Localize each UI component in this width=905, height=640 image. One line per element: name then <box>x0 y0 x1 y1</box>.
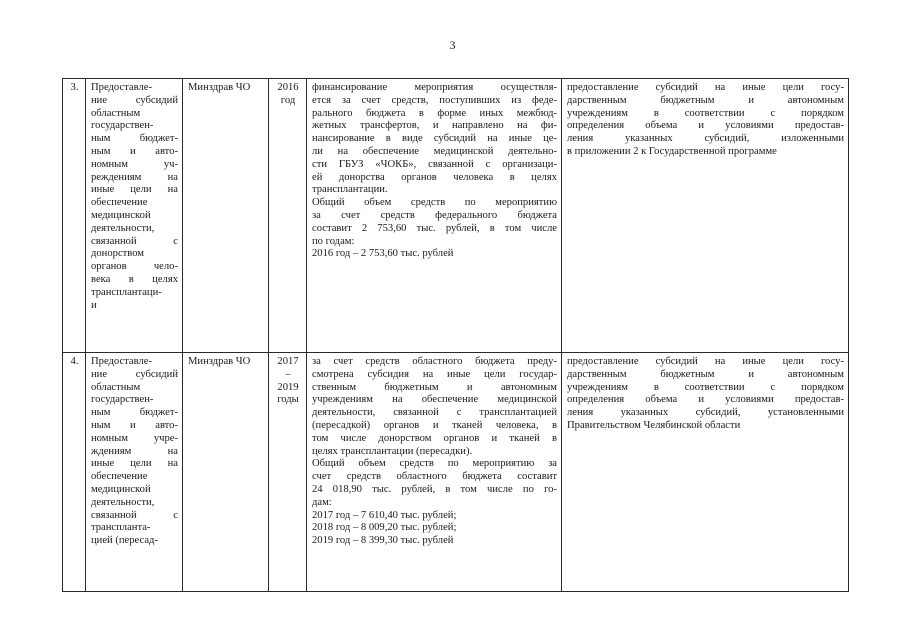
responsible-org-cell: Минздрав ЧО <box>183 79 269 353</box>
text-line: счет средств областного бюджета составит <box>312 471 557 483</box>
text-line: ние субсидий <box>91 94 178 106</box>
text-line: нансирование в виде субсидий на иные це- <box>312 133 557 145</box>
text-line: иные цели на <box>91 184 178 196</box>
table-row <box>63 79 849 353</box>
text-line: Общий объем средств по мероприятию <box>312 197 557 209</box>
measures-table <box>62 78 849 592</box>
funding-description-cell <box>307 353 562 592</box>
text-line: государствен- <box>91 394 154 406</box>
funding-description-cell <box>307 79 562 353</box>
legal-basis-cell <box>562 79 849 353</box>
text-line: ей донорства органов человека в целях <box>312 171 557 183</box>
text-line: номным уч- <box>91 158 178 170</box>
text-line: цией (пересад- <box>91 535 158 547</box>
text-line: Правительством Челябинской области <box>567 419 741 431</box>
text-line: ственным бюджетным и автономным <box>312 381 557 393</box>
table-row <box>63 353 849 592</box>
text-line: трансплантаци- <box>91 286 162 298</box>
text-line: в приложении 2 к Государственной программе <box>567 145 777 157</box>
text-line: определения объема и условиями предостав- <box>567 394 844 406</box>
text-line: целях трансплантации (пересадки). <box>312 445 473 457</box>
text-line: деятельности, связанной с трансплантацией <box>312 407 557 419</box>
text-line: дам: <box>312 496 332 508</box>
text-line: Общий объем средств по мероприятию за <box>312 458 557 470</box>
measure-name-cell <box>86 79 183 353</box>
text-line: ли на обеспечение медицинской деятельно- <box>312 145 557 157</box>
text-line: учреждениям в соответствии с порядком <box>567 107 844 119</box>
text-line: деятельности, <box>91 496 155 508</box>
text-line: ние субсидий <box>91 368 178 380</box>
text-line: ждениям на <box>91 445 178 457</box>
row-number-cell: 3. <box>63 79 86 353</box>
period-cell: 2017 – 2019 годы <box>269 353 307 592</box>
legal-basis-cell <box>562 353 849 592</box>
period-cell: 2016 год <box>269 79 307 353</box>
text-line: ления указанных субсидий, установленными <box>567 407 844 419</box>
text-line: номным учре- <box>91 432 178 444</box>
text-line: областным <box>91 381 141 393</box>
text-line: 24 018,90 тыс. рублей, в том числе по го- <box>312 483 557 495</box>
text-line: органов чело- <box>91 261 178 273</box>
text-line: 2019 год – 8 399,30 тыс. рублей <box>312 535 454 547</box>
text-line: обеспечение <box>91 471 148 483</box>
text-line: донорством <box>91 248 145 260</box>
row-number-cell: 4. <box>63 353 86 592</box>
responsible-org-cell: Минздрав ЧО <box>183 353 269 592</box>
text-line: смотрена субсидия на иные цели государ- <box>312 368 557 380</box>
text-line: учреждениям в соответствии с порядком <box>567 381 844 393</box>
text-line: транспланта- <box>91 522 151 534</box>
text-line: иные цели на <box>91 458 178 470</box>
text-line: трансплантации. <box>312 184 388 196</box>
text-line: Предоставле- <box>91 82 153 93</box>
text-line: областным <box>91 107 141 119</box>
text-line: предоставление субсидий на иные цели госу- <box>567 82 844 93</box>
text-line: государствен- <box>91 120 154 132</box>
text-line: предоставление субсидий на иные цели госу- <box>567 356 844 367</box>
text-line: деятельности, <box>91 222 155 234</box>
text-line: 2016 год – 2 753,60 тыс. рублей <box>312 248 454 260</box>
text-line: составит 2 753,60 тыс. рублей, в том числе <box>312 222 557 234</box>
text-line: ным и авто- <box>91 419 178 431</box>
text-line: определения объема и условиями предостав- <box>567 120 844 132</box>
text-line: ется за счет средств, поступивших из феде- <box>312 94 557 106</box>
text-line: рального бюджета в форме иных межбюд- <box>312 107 557 119</box>
text-line: ления указанных субсидий, изложенными <box>567 133 844 145</box>
text-line: связанной с <box>91 235 178 247</box>
text-line: медицинской <box>91 483 151 495</box>
text-line: ным и авто- <box>91 145 178 157</box>
text-line: обеспечение <box>91 197 148 209</box>
text-line: учреждениям на обеспечение медицинской <box>312 394 557 406</box>
text-line: Предоставле- <box>91 356 153 367</box>
text-line: связанной с <box>91 509 178 521</box>
text-line: ным бюджет- <box>91 133 178 145</box>
text-line: финансирование мероприятия осуществля- <box>312 82 557 93</box>
text-line: дарственным бюджетным и автономным <box>567 368 844 380</box>
text-line: жетных трансфертов, и направлено на фи- <box>312 120 557 132</box>
text-line: том числе донорством органов и тканей в <box>312 432 557 444</box>
page-number: 3 <box>449 38 456 52</box>
text-line: 2018 год – 8 009,20 тыс. рублей; <box>312 522 457 534</box>
measure-name-cell <box>86 353 183 592</box>
text-line: за счет средств областного бюджета преду- <box>312 356 557 367</box>
text-line: сти ГБУЗ «ЧОКБ», связанной с организаци- <box>312 158 557 170</box>
text-line: века в целях <box>91 273 178 285</box>
text-line: и <box>91 299 97 311</box>
text-line: (пересадкой) органов и тканей человека, в <box>312 419 557 431</box>
text-line: за счет средств федерального бюджета <box>312 209 557 221</box>
text-line: ным бюджет- <box>91 407 178 419</box>
text-line: 2017 год – 7 610,40 тыс. рублей; <box>312 509 457 521</box>
text-line: по годам: <box>312 235 355 247</box>
text-line: медицинской <box>91 209 151 221</box>
text-line: дарственным бюджетным и автономным <box>567 94 844 106</box>
text-line: реждениям на <box>91 171 178 183</box>
